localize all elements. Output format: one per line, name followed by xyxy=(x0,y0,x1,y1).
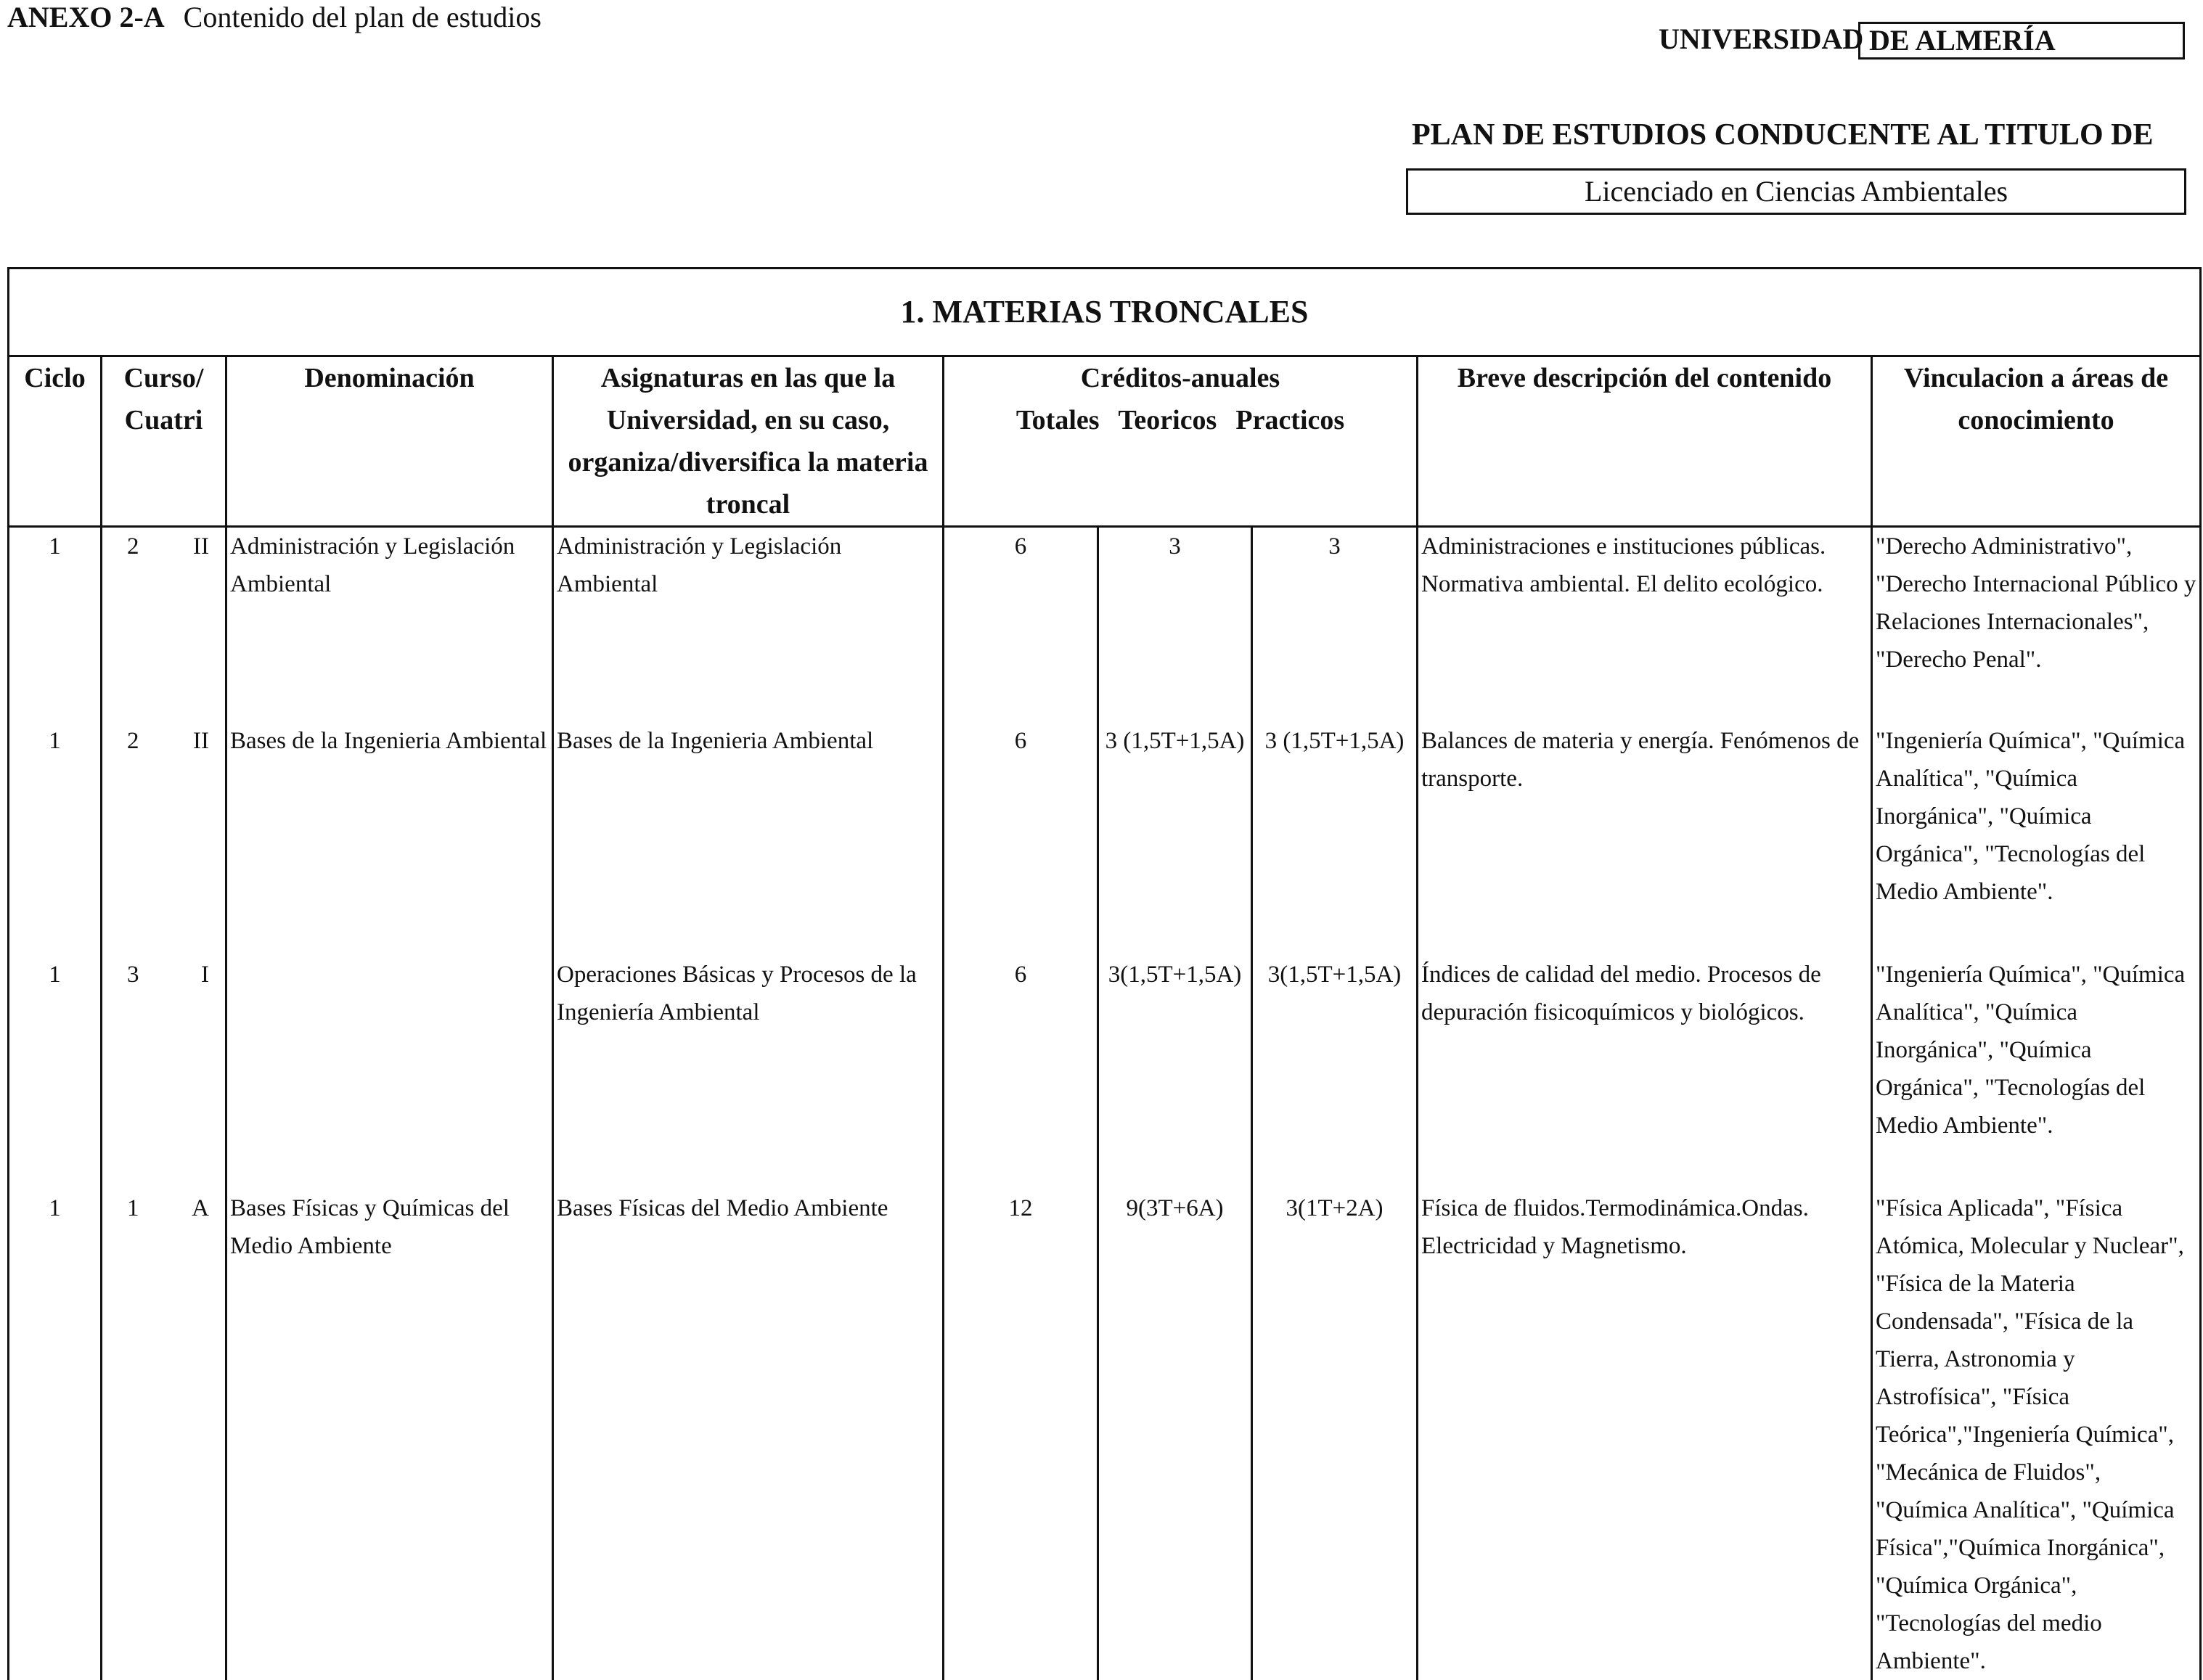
cell-ciclo: 1 xyxy=(9,956,102,1189)
cell-denominacion: Administración y Legislación Ambiental xyxy=(226,527,553,723)
cell-descripcion: Física de fluidos.Termodinámica.Ondas. Electricidad y Magnetismo. xyxy=(1418,1189,1872,1680)
col-practicos: Practicos xyxy=(1235,405,1345,435)
cell-descripcion: Índices de calidad del medio. Procesos de depuración fisicoquímicos y biológicos. xyxy=(1418,956,1872,1189)
cell-asignatura: Bases Físicas del Medio Ambiente xyxy=(553,1189,944,1680)
cell-teoricos: 3 xyxy=(1098,527,1252,723)
col-ciclo: Ciclo xyxy=(9,356,102,527)
cell-curso: 2 II xyxy=(102,527,226,723)
cell-totales: 6 xyxy=(944,527,1098,723)
col-asignaturas: Asignaturas en las que la Universidad, en su caso, organiza/diversifica la materia troncal xyxy=(553,356,944,527)
section-title: 1. MATERIAS TRONCALES xyxy=(9,269,2201,356)
cell-denominacion: Bases de la Ingenieria Ambiental xyxy=(226,722,553,956)
university-name-box: DE ALMERÍA xyxy=(1858,22,2185,60)
cell-descripcion: Administraciones e instituciones públicas. Normativa ambiental. El delito ecológico. xyxy=(1418,527,1872,723)
cell-ciclo: 1 xyxy=(9,1189,102,1680)
cell-curso: 1 A xyxy=(102,1189,226,1680)
university-label: UNIVERSIDAD xyxy=(1659,22,1864,55)
cell-curso: 2 II xyxy=(102,722,226,956)
col-totales: Totales xyxy=(1015,405,1100,435)
degree-title-box: Licenciado en Ciencias Ambientales xyxy=(1406,168,2186,215)
cell-practicos: 3 xyxy=(1252,527,1418,723)
cell-denominacion xyxy=(226,956,553,1189)
cell-asignatura: Administración y Legislación Ambiental xyxy=(553,527,944,723)
col-curso: Curso/ Cuatri xyxy=(102,356,226,527)
cell-descripcion: Balances de materia y energía. Fenómenos de transporte. xyxy=(1418,722,1872,956)
cell-teoricos: 3(1,5T+1,5A) xyxy=(1098,956,1252,1189)
col-creditos: Créditos-anuales Totales Teoricos Practicos xyxy=(944,356,1418,527)
cell-vinculacion: "Ingeniería Química", "Química Analítica", "Química Inorgánica", "Química Orgánica", "Tecnologías del Medio Ambiente". xyxy=(1872,722,2201,956)
col-descripcion: Breve descripción del contenido xyxy=(1418,356,1872,527)
cell-denominacion: Bases Físicas y Químicas del Medio Ambiente xyxy=(226,1189,553,1680)
cell-ciclo: 1 xyxy=(9,722,102,956)
col-denominacion: Denominación xyxy=(226,356,553,527)
plan-label: PLAN DE ESTUDIOS CONDUCENTE AL TITULO DE xyxy=(1412,118,2154,152)
table-row xyxy=(9,1189,2201,1680)
column-header-row xyxy=(9,356,2201,527)
cell-vinculacion: "Física Aplicada", "Física Atómica, Molecular y Nuclear", "Física de la Materia Condensada", "Física de la Tierra, Astronomia y Astrofísica", "Física Teórica","Ingeniería Química", "Mecánica de Fluidos", "Química Analítica", "Química Física","Química Inorgánica", "Química Orgánica", "Tecnologías del medio Ambiente". xyxy=(1872,1189,2201,1680)
table-row xyxy=(9,527,2201,723)
cell-asignatura: Bases de la Ingenieria Ambiental xyxy=(553,722,944,956)
col-vinculacion: Vinculacion a áreas de conocimiento xyxy=(1872,356,2201,527)
subjects-table xyxy=(7,267,2202,1680)
cell-totales: 6 xyxy=(944,956,1098,1189)
cell-totales: 6 xyxy=(944,722,1098,956)
cell-asignatura: Operaciones Básicas y Procesos de la Ingeniería Ambiental xyxy=(553,956,944,1189)
table-row xyxy=(9,956,2201,1189)
cell-practicos: 3(1T+2A) xyxy=(1252,1189,1418,1680)
annex-heading xyxy=(7,0,541,34)
cell-curso: 3 I xyxy=(102,956,226,1189)
cell-teoricos: 9(3T+6A) xyxy=(1098,1189,1252,1680)
annex-label: ANEXO 2-A xyxy=(7,1,165,33)
table-row xyxy=(9,722,2201,956)
cell-vinculacion: "Derecho Administrativo", "Derecho Internacional Público y Relaciones Internacionales", "Derecho Penal". xyxy=(1872,527,2201,723)
col-teoricos: Teoricos xyxy=(1118,405,1217,435)
cell-vinculacion: "Ingeniería Química", "Química Analítica", "Química Inorgánica", "Química Orgánica", "Tecnologías del Medio Ambiente". xyxy=(1872,956,2201,1189)
cell-practicos: 3(1,5T+1,5A) xyxy=(1252,956,1418,1189)
cell-ciclo: 1 xyxy=(9,527,102,723)
cell-totales: 12 xyxy=(944,1189,1098,1680)
cell-teoricos: 3 (1,5T+1,5A) xyxy=(1098,722,1252,956)
annex-description: Contenido del plan de estudios xyxy=(183,1,541,33)
cell-practicos: 3 (1,5T+1,5A) xyxy=(1252,722,1418,956)
